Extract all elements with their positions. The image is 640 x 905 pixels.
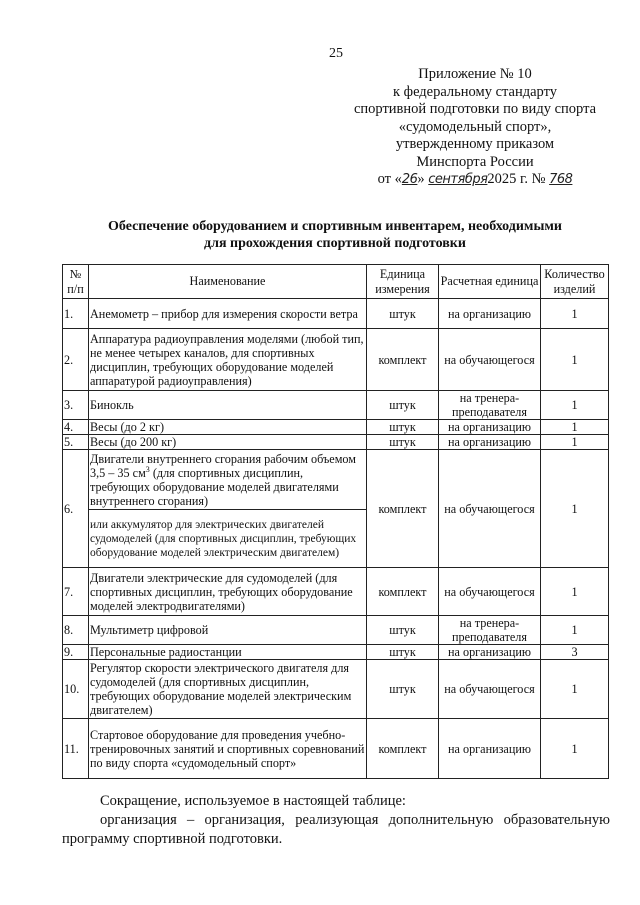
row-calc-unit: на обучающегося [439, 660, 541, 719]
footnote [62, 792, 610, 849]
header-calc-unit: Расчетная единица [439, 265, 541, 299]
row-num: 7. [63, 568, 89, 616]
row-unit: комплект [367, 450, 439, 568]
table-row [63, 719, 609, 779]
row-qty: 1 [541, 719, 609, 779]
row-qty: 1 [541, 299, 609, 329]
row-name: Бинокль [89, 391, 367, 420]
row-qty: 1 [541, 616, 609, 645]
table-row [63, 450, 609, 510]
table-row [63, 645, 609, 660]
handwritten-order-number: 768 [549, 172, 573, 187]
page-number: 25 [329, 46, 343, 61]
row-name: Персональные радиостанции [89, 645, 367, 660]
appendix-line-6: Минспорта России [416, 153, 534, 170]
order-date-line [340, 171, 610, 189]
abbreviation-definition: организация – организация, реализующая дополнительную образовательную программу спортивной подготовки. [62, 812, 610, 847]
row-name-part-1 [89, 450, 367, 510]
header-qty: Количество изделий [541, 265, 609, 299]
row-qty: 1 [541, 435, 609, 450]
row-num: 5. [63, 435, 89, 450]
row-name: Весы (до 2 кг) [89, 420, 367, 435]
row-unit: штук [367, 391, 439, 420]
appendix-line-3: спортивной подготовки по виду спорта [353, 101, 597, 117]
table-row [63, 435, 609, 450]
row-qty: 3 [541, 645, 609, 660]
appendix-line-4: «судомодельный спорт», [398, 118, 552, 135]
row-num: 3. [63, 391, 89, 420]
row-num: 8. [63, 616, 89, 645]
row-num: 4. [63, 420, 89, 435]
row-name: Стартовое оборудование для проведения учебно-тренировочных занятий и спортивных соревнований по виду спорта «судомодельный спорт» [89, 719, 367, 779]
row-name: Анемометр – прибор для измерения скорости ветра [89, 299, 367, 329]
row-name-part-1b: (для спортивных дисциплин, требующих оборудование моделей двигателями внутреннего сгорания) [90, 465, 339, 508]
row-qty: 1 [541, 660, 609, 719]
date-prefix: от « [377, 171, 402, 187]
superscript-3: 3 [145, 464, 150, 474]
row-calc-unit: на обучающегося [439, 568, 541, 616]
table-row [63, 299, 609, 329]
title-line-2: для прохождения спортивной подготовки [204, 236, 466, 251]
row-qty: 1 [541, 568, 609, 616]
appendix-line-1: Приложение № 10 [418, 66, 532, 82]
row-unit: штук [367, 660, 439, 719]
header-name: Наименование [89, 265, 367, 299]
document-title [60, 218, 610, 252]
table-row [63, 391, 609, 420]
row-calc-unit: на организацию [439, 435, 541, 450]
table-row [63, 616, 609, 645]
row-calc-unit: на тренера-преподавателя [439, 391, 541, 420]
row-qty: 1 [541, 420, 609, 435]
abbreviation-heading: Сокращение, используемое в настоящей таблице: [100, 793, 406, 809]
row-unit: комплект [367, 329, 439, 391]
title-line-1: Обеспечение оборудованием и спортивным инвентарем, необходимыми [108, 219, 562, 234]
row-unit: штук [367, 299, 439, 329]
row-name: Весы (до 200 кг) [89, 435, 367, 450]
date-year: 2025 г. № [487, 171, 550, 187]
row-name-part-1a: Двигатели внутреннего сгорания рабочим объемом 3,5 – 35 см [90, 451, 356, 480]
header-num: № п/п [63, 265, 89, 299]
row-calc-unit: на обучающегося [439, 329, 541, 391]
equipment-table [62, 264, 609, 779]
date-mid: » [417, 171, 429, 187]
row-calc-unit: на организацию [439, 420, 541, 435]
row-num: 9. [63, 645, 89, 660]
row-num: 10. [63, 660, 89, 719]
row-name-part-2: или аккумулятор для электрических двигателей судомоделей (для спортивных дисциплин, требующих оборудование моделей электрическим двигателем) [89, 510, 367, 568]
table-row [63, 660, 609, 719]
row-num: 2. [63, 329, 89, 391]
row-unit: штук [367, 435, 439, 450]
row-num: 1. [63, 299, 89, 329]
row-calc-unit: на организацию [439, 719, 541, 779]
table-row [63, 568, 609, 616]
row-unit: штук [367, 645, 439, 660]
row-num: 11. [63, 719, 89, 779]
row-qty: 1 [541, 391, 609, 420]
table-header-row [63, 265, 609, 299]
row-name: Регулятор скорости электрического двигателя для судомоделей (для спортивных дисциплин, требующих оборудование моделей электрическим двигателем) [89, 660, 367, 719]
appendix-line-2: к федеральному стандарту [393, 83, 557, 100]
row-num: 6. [63, 450, 89, 568]
row-qty: 1 [541, 329, 609, 391]
row-calc-unit: на организацию [439, 299, 541, 329]
row-calc-unit: на обучающегося [439, 450, 541, 568]
row-calc-unit: на тренера-преподавателя [439, 616, 541, 645]
header-unit: Единица измерения [367, 265, 439, 299]
appendix-line-5: утвержденному приказом [395, 136, 555, 152]
row-name: Мультиметр цифровой [89, 616, 367, 645]
row-unit: штук [367, 420, 439, 435]
row-unit: комплект [367, 568, 439, 616]
row-unit: штук [367, 616, 439, 645]
row-calc-unit: на организацию [439, 645, 541, 660]
row-qty: 1 [541, 450, 609, 568]
handwritten-month: сентября [428, 172, 488, 187]
appendix-header [340, 66, 610, 189]
table-row [63, 329, 609, 391]
row-unit: комплект [367, 719, 439, 779]
handwritten-day: 26 [401, 172, 418, 187]
row-name: Двигатели электрические для судомоделей (для спортивных дисциплин, требующих оборудование моделей электродвигателями) [89, 568, 367, 616]
table-row [63, 420, 609, 435]
row-name: Аппаратура радиоуправления моделями (любой тип, не менее четырех каналов, для спортивных дисциплин, требующих оборудование моделей аппаратурой радиоуправления) [89, 329, 367, 391]
